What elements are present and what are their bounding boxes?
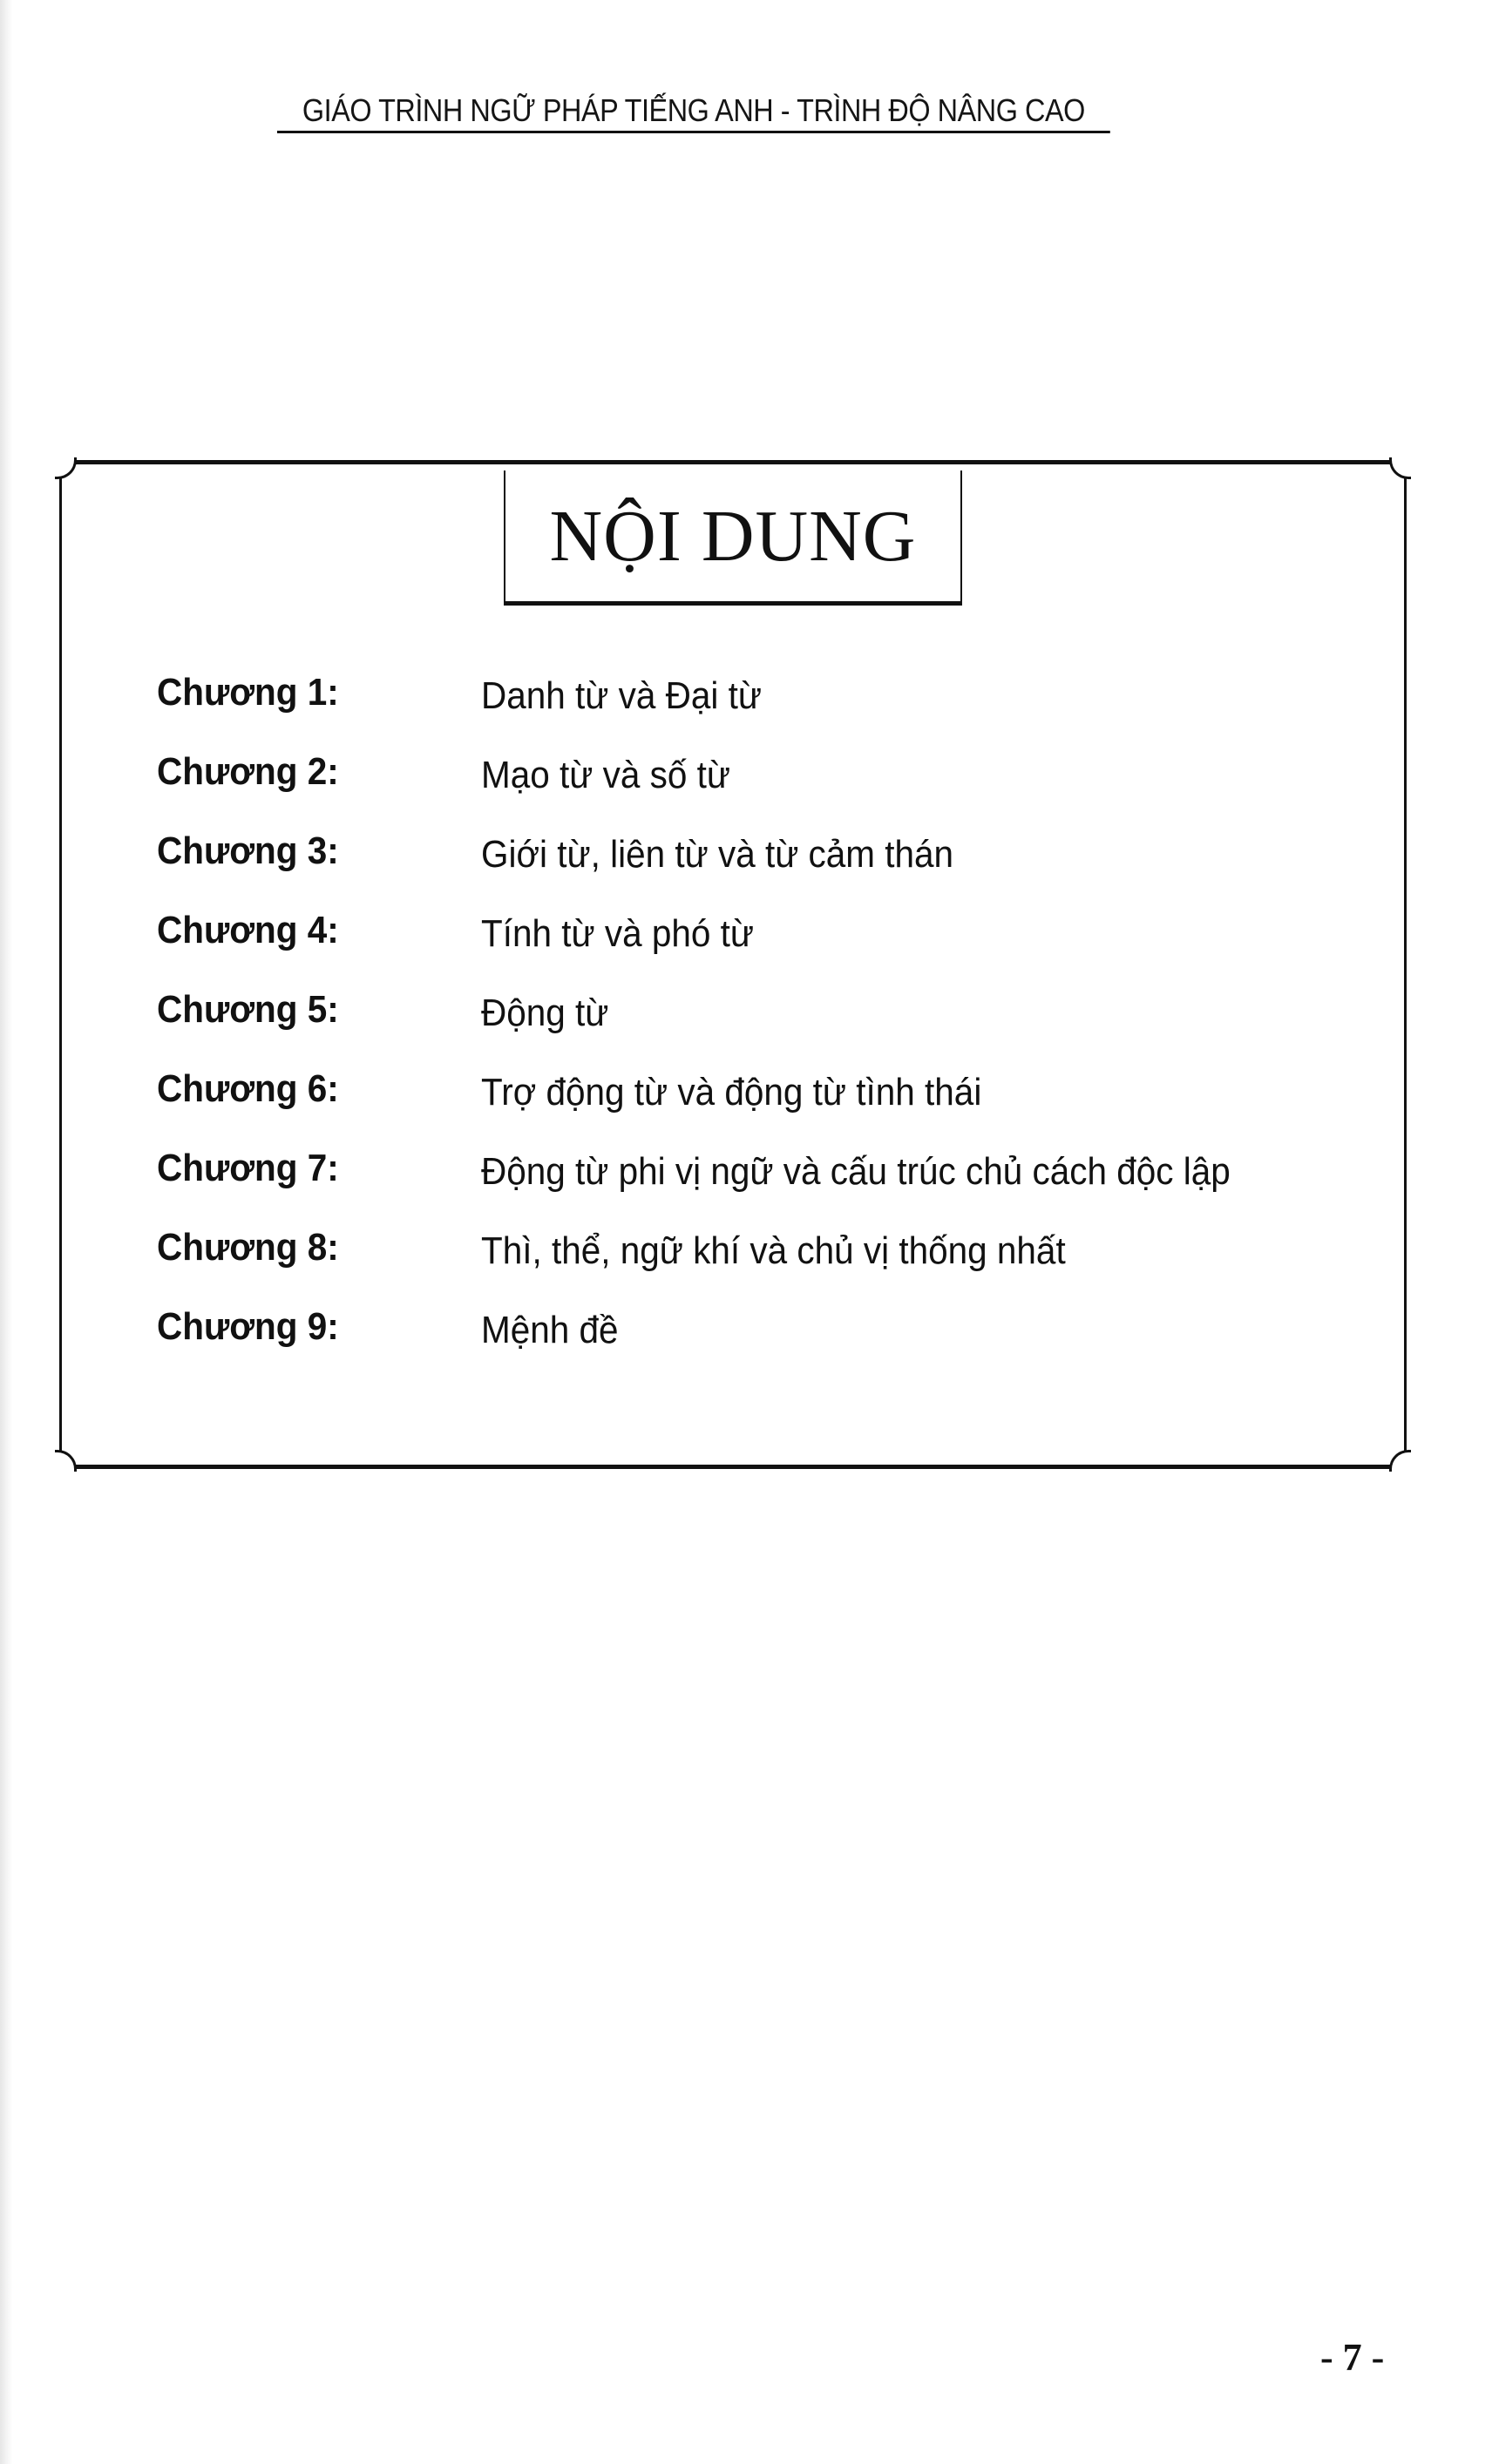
chapter-label: Chương 4:	[157, 909, 339, 951]
chapter-label: Chương 3:	[157, 829, 339, 872]
chapter-label: Chương 8:	[157, 1226, 339, 1269]
chapter-title: Giới từ, liên từ và từ cảm thán	[481, 833, 954, 876]
chapter-title: Danh từ và Đại từ	[481, 674, 762, 717]
running-header: GIÁO TRÌNH NGỮ PHÁP TIẾNG ANH - TRÌNH ĐỘ NÂNG CAO	[277, 91, 1110, 133]
chapter-title: Thì, thể, ngữ khí và chủ vị thống nhất	[481, 1229, 1066, 1272]
page-edge-shadow	[0, 0, 12, 2464]
chapter-title: Trợ động từ và động từ tình thái	[481, 1071, 982, 1114]
frame-corner-ornament	[55, 457, 77, 479]
chapter-label: Chương 9:	[157, 1305, 339, 1348]
chapter-title: Mệnh đề	[481, 1309, 619, 1351]
frame-corner-ornament	[1389, 457, 1411, 479]
chapter-title: Động từ	[481, 992, 609, 1034]
chapter-title: Tính từ và phó từ	[481, 912, 754, 955]
chapter-title: Mạo từ và số từ	[481, 754, 730, 796]
chapter-title: Động từ phi vị ngữ và cấu trúc chủ cách độc lập	[481, 1150, 1231, 1193]
chapter-label: Chương 2:	[157, 750, 339, 793]
chapter-label: Chương 1:	[157, 671, 339, 714]
toc-title-box	[504, 470, 962, 606]
page-number: - 7 -	[1320, 2336, 1385, 2379]
chapter-label: Chương 6:	[157, 1067, 339, 1110]
chapter-label: Chương 5:	[157, 988, 339, 1031]
chapter-label: Chương 7:	[157, 1147, 339, 1189]
frame-corner-ornament	[55, 1450, 77, 1472]
toc-title: NỘI DUNG	[549, 495, 917, 577]
frame-corner-ornament	[1389, 1450, 1411, 1472]
